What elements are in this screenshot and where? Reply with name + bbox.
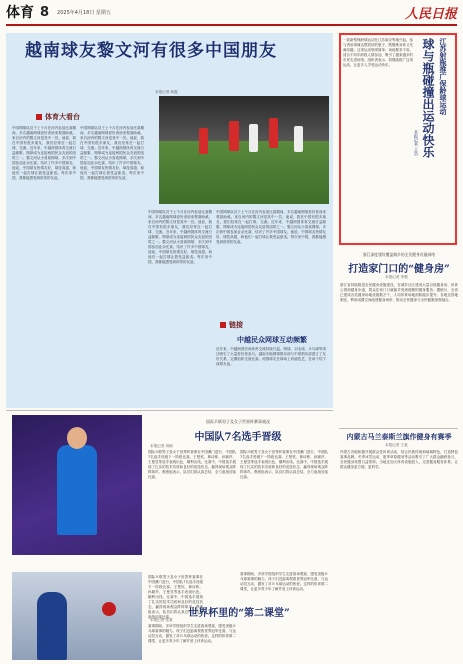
lead-subtitle (36, 112, 80, 122)
section-marker-icon (36, 114, 42, 120)
worldcup-title[interactable]: 中国队7名选手晋级 (194, 432, 282, 443)
lead-body-col2: 中国网球队员于上个月在河内参加比赛期间，多名越南网球爱好者前来观赛助威。来自河内的黎文河是其中一员。他说，我在中国有很多朋友，我们经常在一起打球、交流。近年来，中越两国体育交流日益频繁，网球成为连接两国民众友谊的纽带之一。黎文河从小喜欢网球，多次到中国参加业余比赛，结识了许多中国球友。他说，中国球友热情友好，球技高超，和他们一起打球让我受益匪浅。每次来中国，我都能感受到浓浓的友谊。 (80, 126, 144, 180)
mid-body: 浙江省持续推进全民健身设施建设，在城乡社区建成大量百姓健身房、体育公园和健身步道，群众在家门口就能享受到便捷的健身服务。据统计，全省已建成各类健身场地设施数万个，人均体育场地面积稳步提升。各地还因地制宜，利用闲置空间改建健身场所，推动全民健身与全民健康深度融合。 (340, 283, 458, 302)
worldcup-body-col2: 国际乒联男子及女子世界杯赛事在中国澳门进行，中国队7名选手晋级下一阶段比赛。王楚钦、林诗栋、孙颖莎、王曼昱等选手表现出色，顺利出线。比赛中，中国选手展现了扎实的技术功底和良好的竞技状态，赢得现场观众阵阵掌声。教练组表示，队员们将认真总结，全力备战后续比赛。 (240, 450, 328, 479)
photo-field (159, 141, 329, 204)
lead-subtitle-text: 体育大看台 (45, 113, 80, 121)
right2-byline: 本报记者 王某 (385, 443, 408, 447)
worldcup-body-col1: 国际乒联男子及女子世界杯赛事在中国澳门进行，中国队7名选手晋级下一阶段比赛。王楚钦、林诗栋、孙颖莎、王曼昱等选手表现出色，顺利出线。比赛中，中国选手展现了扎实的技术功底和良好的竞技状态，赢得现场观众阵阵掌声。教练组表示，队员们将认真总结，全力备战后续比赛。 (148, 450, 236, 479)
mid-byline: 本报记者 李强 (385, 275, 408, 279)
photo-stands (159, 96, 329, 141)
right2-body: 内蒙古各地积极开展群众性体育活动，结合民族传统和地域特色，打造特色赛事品牌。冬季冰雪运动、夏季草原健身等活动吸引了广大群众踊跃参与，全民健身氛围日益浓厚。当地还加大体育设施投入，完善健身服务体系，让群众健身更方便、更科学。 (340, 450, 458, 469)
worldcup-byline: 本报记者 刘硕 (150, 444, 173, 448)
worldclass-body-col2: 赛事期间，多所学校组织学生走进赛场观赛，感受顶级乒乓球赛事的魅力。孩子们近距离观看世界冠军比赛，与运动员互动，激发了对乒乓球运动的热爱。这样的体育第二课堂，让更多青少年了解并爱上体育运动。 (240, 572, 328, 591)
lead-byline: 本报记者 林磊 (155, 90, 178, 94)
sidebar-byline: 本报记者 王浩 (414, 130, 419, 156)
worldcup-photo[interactable] (12, 415, 142, 555)
masthead (6, 0, 457, 26)
issue-date: 2025年4月18日 星期五 (57, 9, 111, 16)
player-figure (37, 592, 67, 660)
sidebar-tag: 江苏射瓶推广保龄球运动 (439, 38, 448, 115)
side-body: 近年来，中越两国民间体育交流持续升温，网球、羽毛球、乒乓球等项目吸引了大量爱好者参与。越南多地网球俱乐部与中国俱乐部建立了友好关系，定期组织交流比赛。两国球友在球场上切磋技艺，在场下结下深厚友谊。 (216, 347, 326, 366)
sidebar-title[interactable]: 球与瓶碰撞出运动快乐 (421, 38, 435, 158)
lead-body-col3: 中国网球队员于上个月在河内参加比赛期间，多名越南网球爱好者前来观赛助威。来自河内的黎文河是其中一员。他说，我在中国有很多朋友，我们经常在一起打球、交流。近年来，中越两国体育交流日益频繁，网球成为连接两国民众友谊的纽带之一。黎文河从小喜欢网球，多次到中国参加业余比赛，结识了许多中国球友。他说，中国球友热情友好，球技高超，和他们一起打球让我受益匪浅。每次来中国，我都能感受到浓浓的友谊。 (148, 210, 212, 264)
worldclass-byline: 本报记者 张某 (150, 618, 173, 622)
section-marker-icon (220, 322, 226, 328)
player-figure (249, 124, 258, 152)
lead-body-col4: 中国网球队员于上个月在河内参加比赛期间，多名越南网球爱好者前来观赛助威。来自河内的黎文河是其中一员。他说，我在中国有很多朋友，我们经常在一起打球、交流。近年来，中越两国体育交流日益频繁，网球成为连接两国民众友谊的纽带之一。黎文河从小喜欢网球，多次到中国参加业余比赛，结识了许多中国球友。他说，中国球友热情友好，球技高超，和他们一起打球让我受益匪浅。每次来中国，我都能感受到浓浓的友谊。 (216, 210, 326, 244)
sidebar-body: 一款新型保龄球运动在江苏南京等地兴起。参与者用球撞击摆放好的瓶子，既锻炼身体又充满乐趣。这项运动规则简单、场地要求不高，适合不同年龄段人群参加，吸引了越来越多的市民走进场馆。组织者表示，将继续推广这项运动，让更多人享受运动快乐。 (343, 38, 413, 67)
lead-photo[interactable] (159, 96, 329, 204)
lead-headline[interactable]: 越南球友黎文河有很多中国朋友 (25, 41, 277, 61)
newspaper-logo: 人民日报 (404, 6, 457, 22)
side-tag (220, 320, 243, 330)
player-figure (269, 118, 278, 148)
side-subtitle[interactable]: 中越民众网球互动频繁 (237, 335, 307, 344)
player-figure (294, 126, 303, 152)
worldclass-body-col1: 赛事期间，多所学校组织学生走进赛场观赛，感受顶级乒乓球赛事的魅力。孩子们近距离观看世界冠军比赛，与运动员互动，激发了对乒乓球运动的热爱。这样的体育第二课堂，让更多青少年了解并爱上体育运动。 (148, 624, 236, 643)
paddle-icon (102, 602, 116, 616)
divider (339, 428, 458, 429)
worldcup-kicker: 国际乒联男子及女子世界杯赛事战况 (206, 419, 270, 424)
photo-caption: 国际乒联男子及女子世界杯赛事在中国澳门进行，中国队7名选手晋级下一阶段比赛。王楚钦、林诗栋、孙颖莎、王曼昱等选手表现出色，顺利出线。比赛中，中国选手展现了扎实的技术功底和良好的竞技状态，赢得现场观众阵阵掌声。教练组表示，队员们将认真总结，全力备战后续比赛。 (148, 575, 203, 619)
lead-body-col1: 中国网球队员于上个月在河内参加比赛期间，多名越南网球爱好者前来观赛助威。来自河内的黎文河是其中一员。他说，我在中国有很多朋友，我们经常在一起打球、交流。近年来，中越两国体育交流日益频繁，网球成为连接两国民众友谊的纽带之一。黎文河从小喜欢网球，多次到中国参加业余比赛，结识了许多中国球友。他说，中国球友热情友好，球技高超，和他们一起打球让我受益匪浅。每次来中国，我都能感受到浓浓的友谊。 (12, 126, 76, 180)
divider (6, 410, 333, 411)
player-figure (67, 427, 87, 449)
player-figure (57, 445, 97, 535)
player-figure (229, 121, 239, 151)
side-tag-text: 链接 (229, 321, 243, 329)
mid-title[interactable]: 打造家门口的“健身房” (348, 264, 450, 275)
section-name: 体育 (6, 5, 34, 21)
worldclass-title[interactable]: 世界杯里的“第二课堂” (188, 608, 290, 619)
right2-title[interactable]: 内蒙古马兰泰斯兰旗作健身有赛季 (346, 432, 452, 441)
classroom-photo[interactable] (12, 572, 142, 660)
player-figure (199, 128, 208, 154)
page-number: 8 (40, 4, 50, 20)
mid-kicker: 浙江深度建设覆盖城乡的全民健身设施网络 (362, 252, 436, 257)
